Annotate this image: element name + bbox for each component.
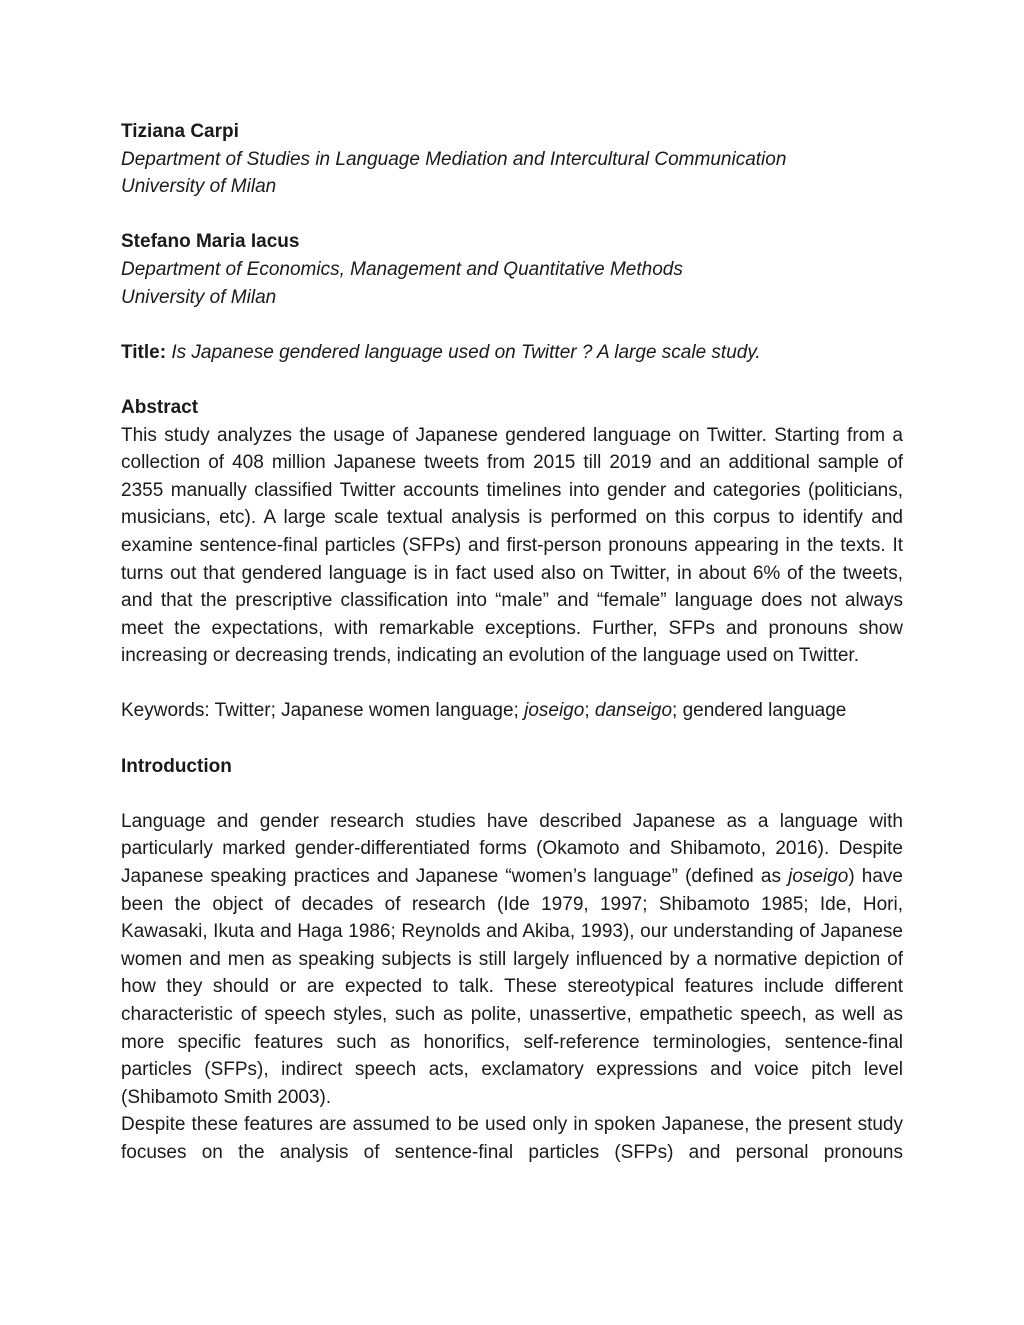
- introduction-paragraph-2: Despite these features are assumed to be used only in spoken Japanese, the present study focuses on the analysis of sentence-final particles (SFPs) and personal pronouns: [121, 1114, 903, 1163]
- intro-p1-part-b: ) have been the object of decades of research (Ide 1979, 1997; Shibamoto 1985; Ide, Hori, Kawasaki, Ikuta and Haga 1986; Reynolds and Akiba, 1993), our understanding of Japanese women and men as speaking subjects is still largely influenced by a normative depiction of how they should or are expected to talk. These stereotypical features include different characteristic of speech styles, such as polite, unassertive, empathetic speech, as well as more specific features such as honorifics, self-reference terminologies, sentence-final particles (SFPs), indirect speech acts, exclamatory expressions and voice pitch level (Shibamoto Smith 2003).: [121, 866, 904, 1108]
- keywords-label: Keywords: Twitter; Japanese women language;: [121, 700, 525, 722]
- intro-p1-part-a: Language and gender research studies have described Japanese as a language with particularly marked gender-differentiated forms (Okamoto and Shibamoto, 2016). Despite Japanese speaking practices and Japanese “women’s language” (defined as: [121, 810, 903, 888]
- author-2-university: University of Milan: [121, 286, 277, 308]
- author-2-department: Department of Economics, Management and Quantitative Methods: [121, 258, 683, 280]
- author-1-university: University of Milan: [121, 176, 277, 198]
- keywords-separator: ;: [584, 700, 595, 722]
- author-1-department: Department of Studies in Language Mediation and Intercultural Communication: [121, 148, 787, 170]
- author-1-name: Tiziana Carpi: [121, 121, 239, 142]
- keyword-danseigo: danseigo: [594, 700, 673, 722]
- title-text: Is Japanese gendered language used on Twitter ? A large scale study.: [171, 341, 761, 363]
- abstract-heading: Abstract: [121, 396, 199, 418]
- keywords-line: [121, 697, 903, 725]
- keyword-joseigo: joseigo: [524, 700, 585, 722]
- keywords-rest: ; gendered language: [672, 700, 847, 722]
- paper-page: [121, 118, 903, 1167]
- title-label: Title:: [121, 341, 167, 363]
- paper-title: [121, 339, 903, 367]
- introduction-paragraph-1: [121, 808, 903, 1112]
- intro-p1-term: joseigo: [788, 866, 849, 888]
- abstract-text: This study analyzes the usage of Japanese gendered language on Twitter. Starting from a collection of 408 million Japanese tweets from 2015 till 2019 and an additional sample of 2355 manually classified Twitter accounts timelines into gender and categories (politicians, musicians, etc). A large scale textual analysis is performed on this corpus to identify and examine sentence-final particles (SFPs) and first-person pronouns appearing in the texts. It turns out that gendered language is in fact used also on Twitter, in about 6% of the tweets, and that the prescriptive classification into “male” and “female” language does not always meet the expectations, with remarkable exceptions. Further, SFPs and pronouns show increasing or decreasing trends, indicating an evolution of the language used on Twitter.: [121, 424, 903, 667]
- introduction-heading: Introduction: [121, 755, 232, 777]
- author-2-name: Stefano Maria Iacus: [121, 231, 300, 253]
